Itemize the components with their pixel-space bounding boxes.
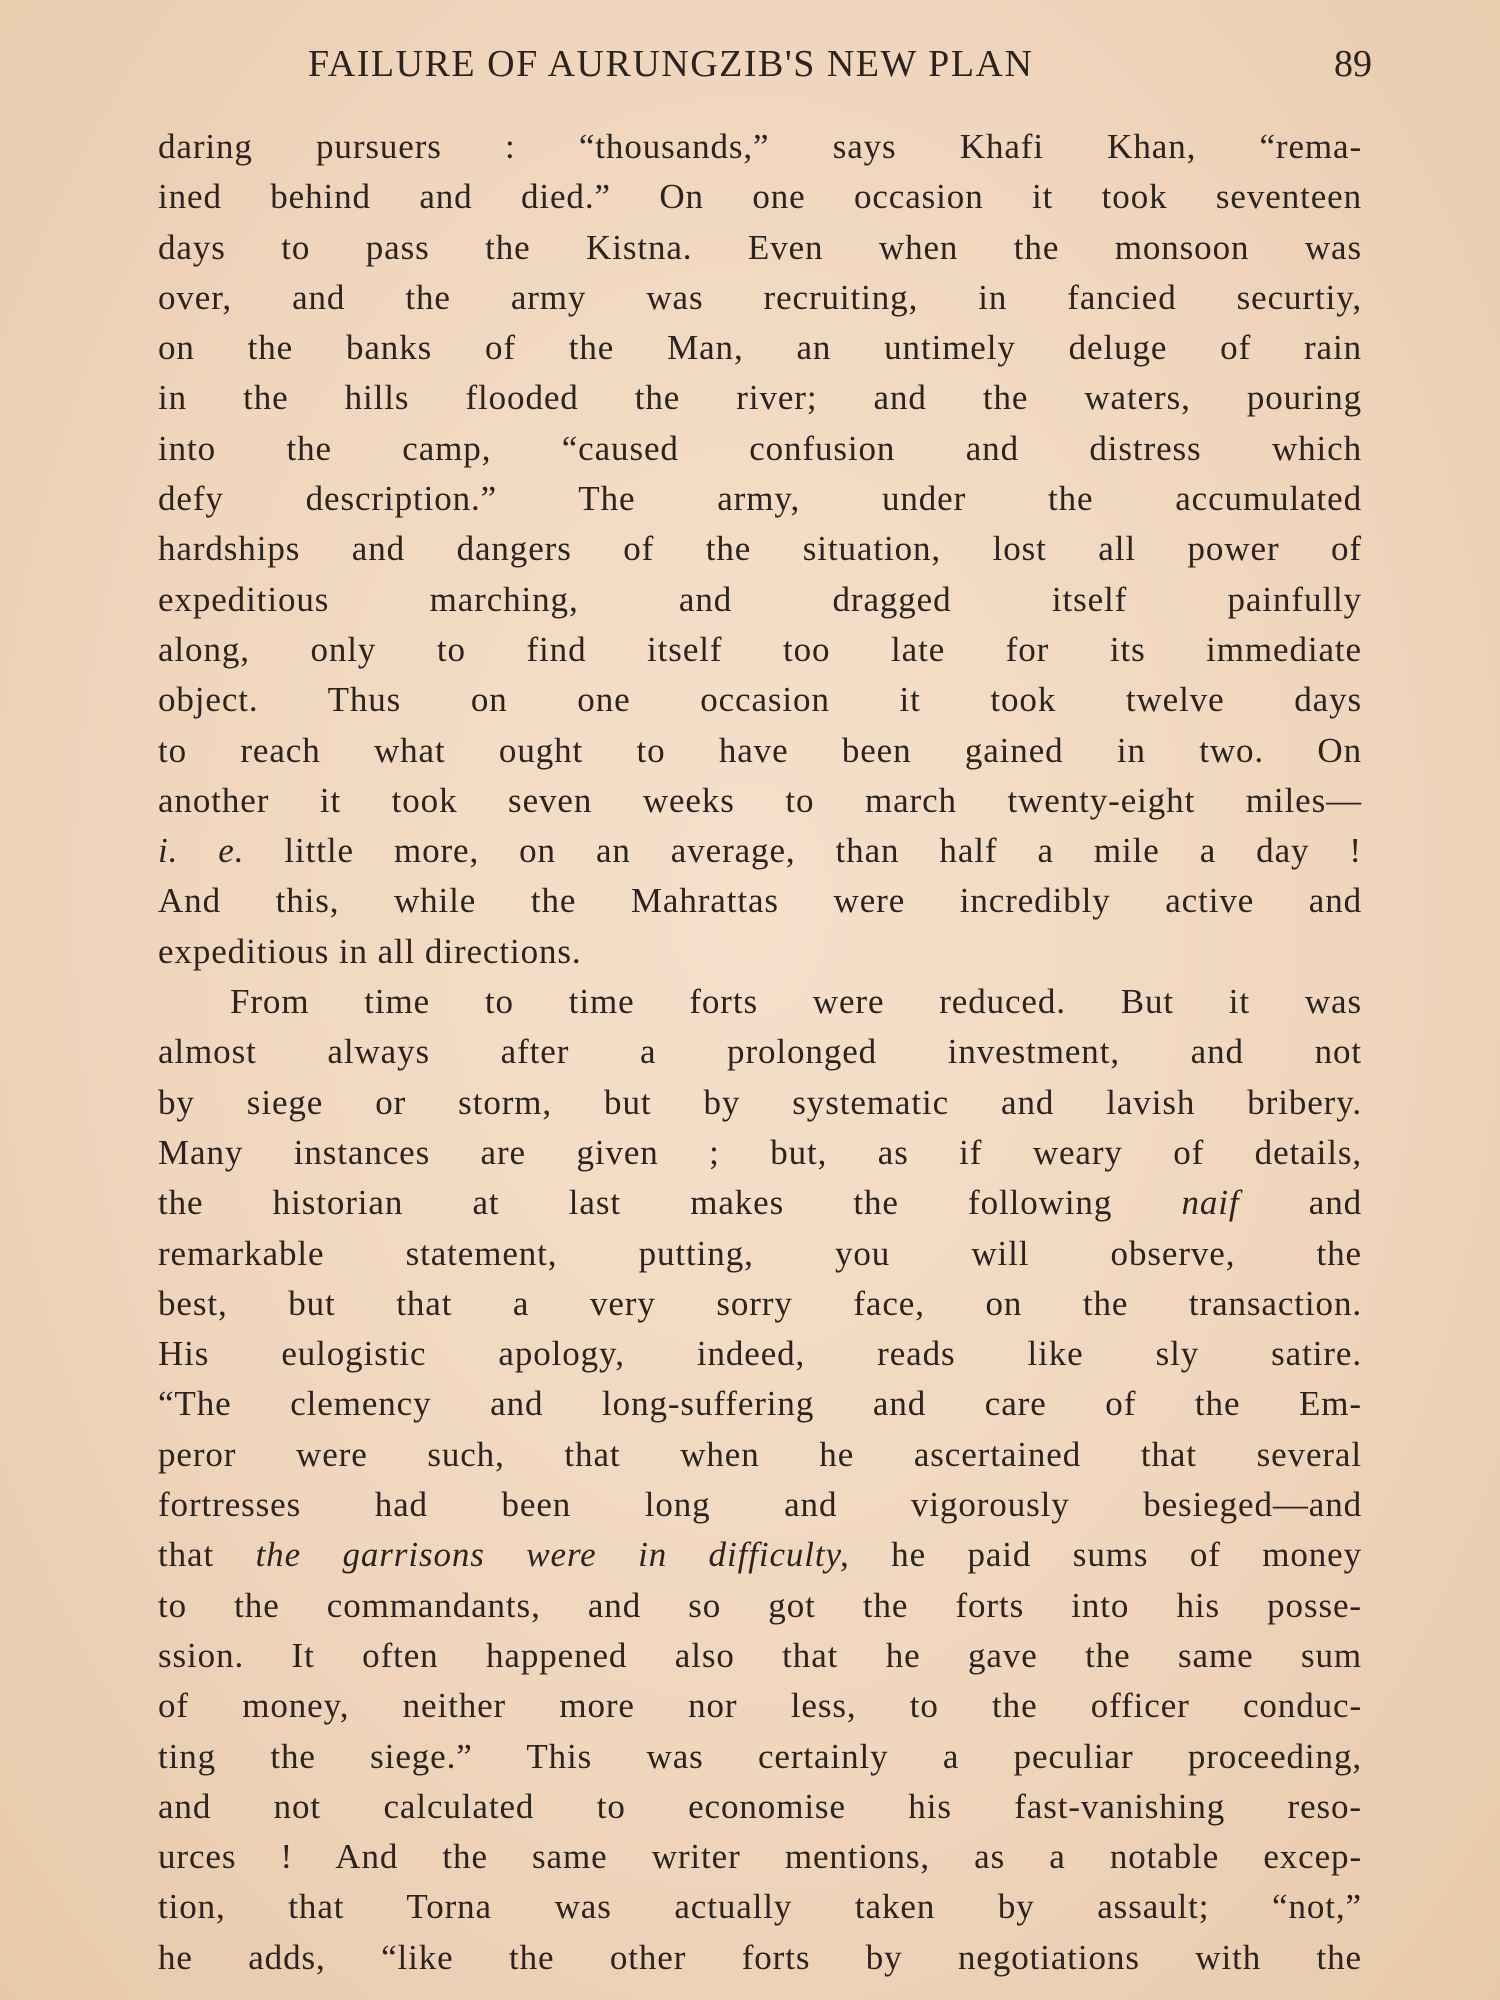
text-line: in the hills flooded the river; and the waters, pouring [158,378,1362,418]
text-line: tion, that Torna was actually taken by assault; “not,” [158,1887,1362,1927]
text-line: along, only to find itself too late for its immediate [158,629,1362,669]
text-line [158,1178,1362,1228]
text-segment: that [158,1535,256,1575]
text-line: daring pursuers : “thousands,” says Khafi Khan, “rema- [158,127,1362,166]
text-line: to the commandants, and so got the forts into his posse- [158,1585,1362,1625]
text-line: object. Thus on one occasion it took twelve days [158,680,1362,720]
text-line: ting the siege.” This was certainly a peculiar proceeding, [158,1736,1362,1776]
text-line: remarkable statement, putting, you will observe, the [158,1233,1362,1273]
text-line: fortresses had been long and vigorously besieged—and [158,1485,1362,1525]
text-segment: the historian at last makes the following [158,1183,1182,1223]
text-segment: and [1239,1183,1362,1223]
text-line: days to pass the Kistna. Even when the monsoon was [158,227,1362,267]
text-line: ined behind and died.” On one occasion it took seventeen [158,177,1362,217]
text-line: ssion. It often happened also that he gave the same sum [158,1635,1362,1675]
text-line: defy description.” The army, under the accumulated [158,479,1362,519]
italic-text: naif [1181,1183,1240,1223]
text-line: and not calculated to economise his fast-vanishing reso- [158,1786,1362,1826]
text-line: And this, while the Mahrattas were incredibly active and [158,881,1362,921]
text-line: From time to time forts were reduced. But it was [230,982,1362,1022]
text-segment: little more, on an average, than half a mile a day ! [244,831,1362,871]
italic-text: i. e. [158,831,245,871]
text-segment: he paid sums of money [849,1535,1362,1575]
text-line: peror were such, that when he ascertained that several [158,1434,1362,1474]
body-text [158,122,1362,1983]
text-line: he adds, “like the other forts by negotiations with the [158,1937,1362,1977]
text-line: His eulogistic apology, indeed, reads like sly satire. [158,1334,1362,1374]
text-line: on the banks of the Man, an untimely deluge of rain [158,328,1362,368]
page-number: 89 [1334,43,1372,85]
running-title: FAILURE OF AURUNGZIB'S NEW PLAN [308,43,1034,85]
text-line [158,826,1362,876]
text-line: by siege or storm, but by systematic and lavish bribery. [158,1082,1362,1122]
text-line: over, and the army was recruiting, in fancied securtiy, [158,277,1362,317]
text-line [158,1530,1362,1580]
text-line: another it took seven weeks to march twenty-eight miles— [158,780,1362,820]
text-line: urces ! And the same writer mentions, as a notable excep- [158,1837,1362,1877]
text-line: expeditious marching, and dragged itself painfully [158,579,1362,619]
text-line: almost always after a prolonged investment, and not [158,1032,1362,1072]
text-line: best, but that a very sorry face, on the transaction. [158,1283,1362,1323]
text-line: Many instances are given ; but, as if weary of details, [158,1132,1362,1172]
italic-text: the garrisons were in difficulty, [255,1535,850,1575]
text-line: into the camp, “caused confusion and distress which [158,428,1362,468]
text-line: “The clemency and long-suffering and care of the Em- [158,1384,1362,1424]
text-line: expeditious in all directions. [158,931,582,971]
running-head [160,38,1372,90]
text-line: of money, neither more nor less, to the officer conduc- [158,1686,1362,1726]
text-line: hardships and dangers of the situation, lost all power of [158,529,1362,569]
text-line: to reach what ought to have been gained in two. On [158,730,1362,770]
